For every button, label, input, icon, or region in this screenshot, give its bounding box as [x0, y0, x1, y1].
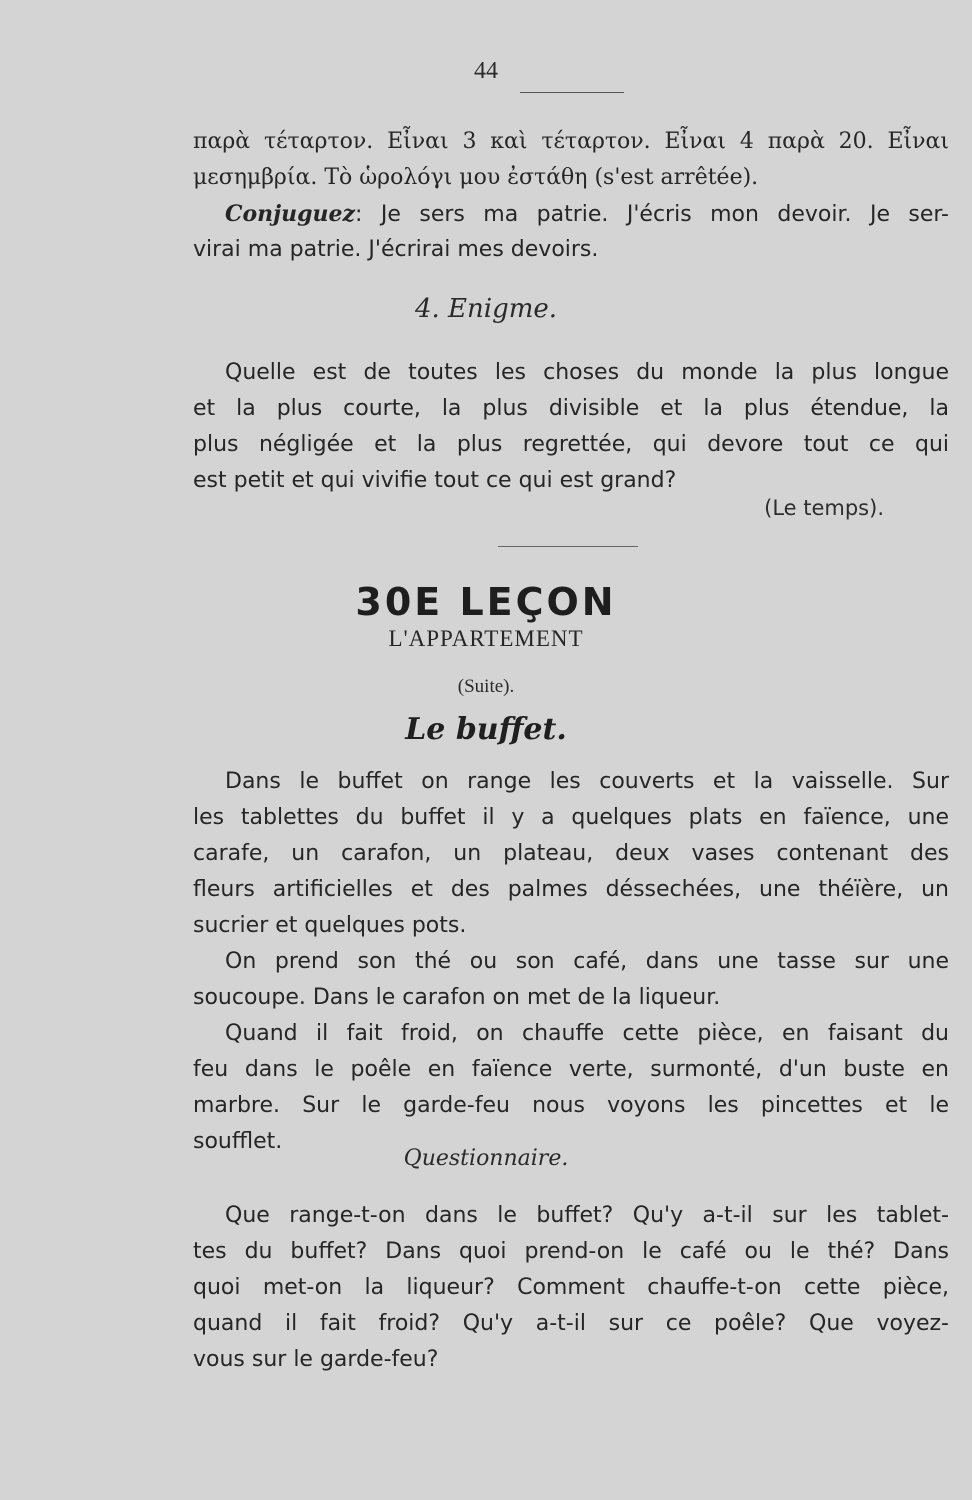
buffet-p3-line-2: feu dans le poêle en faïence verte, surmonté, d'un buste en [193, 1057, 949, 1082]
greek-line-1: παρὰ τέταρτον. Εἶναι 3 καὶ τέταρτον. Εἶναι 4 παρὰ 20. Εἶναι [193, 129, 949, 154]
buffet-p1-line-3: carafe, un carafon, un plateau, deux vases contenant des [193, 841, 949, 866]
buffet-p3-line-4: soufflet. [193, 1129, 283, 1154]
lesson-title: 30E LEÇON [355, 580, 617, 624]
conjuguez-label: Conjuguez [225, 201, 356, 227]
enigme-paragraph [193, 355, 949, 499]
questionnaire-line-2: tes du buffet? Dans quoi prend-on le café ou le thé? Dans [193, 1239, 949, 1264]
lesson-suite: (Suite). [457, 676, 515, 697]
enigme-answer: (Le temps). [764, 496, 884, 520]
page-number: 44 [474, 58, 498, 84]
enigme-line-4: est petit et qui vivifie tout ce qui est grand? [193, 468, 677, 493]
enigme-heading: 4. Enigme. [414, 294, 558, 324]
section-title: Le buffet. [405, 712, 567, 747]
questionnaire-paragraph [193, 1198, 949, 1378]
buffet-p1-line-5: sucrier et quelques pots. [193, 913, 467, 938]
buffet-p2-line-2: soucoupe. Dans le carafon on met de la liqueur. [193, 985, 721, 1010]
buffet-p2-line-1: On prend son thé ou son café, dans une tasse sur une [225, 949, 949, 974]
questionnaire-line-5: vous sur le garde-feu? [193, 1347, 439, 1372]
enigme-line-1: Quelle est de toutes les choses du monde la plus longue [225, 360, 949, 385]
top-paragraph [193, 124, 949, 268]
lesson-subtitle: L'APPARTEMENT [388, 626, 584, 651]
buffet-p1-line-4: fleurs artificielles et des palmes déssechées, une théïère, un [193, 877, 949, 902]
greek-line-2: μεσημβρία. Τὸ ὡρολόγι μου ἐστάθη (s'est arrêtée). [193, 165, 759, 190]
questionnaire-line-4: quand il fait froid? Qu'y a-t-il sur ce poêle? Que voyez- [193, 1311, 949, 1336]
conjuguez-line-1 [193, 196, 949, 232]
buffet-p1-line-2: les tablettes du buffet il y a quelques plats en faïence, une [193, 805, 949, 830]
page-number-rule [520, 92, 624, 93]
buffet-p3-line-3: marbre. Sur le garde-feu nous voyons les pincettes et le [193, 1093, 949, 1118]
enigme-line-2: et la plus courte, la plus divisible et la plus étendue, la [193, 396, 949, 421]
questionnaire-heading: Questionnaire. [403, 1146, 569, 1171]
questionnaire-line-3: quoi met-on la liqueur? Comment chauffe-t-on cette pièce, [193, 1275, 949, 1300]
questionnaire-line-1: Que range-t-on dans le buffet? Qu'y a-t-il sur les tablet- [225, 1203, 949, 1228]
conjuguez-text-1: : Je sers ma patrie. J'écris mon devoir. Je ser- [355, 202, 949, 227]
buffet-paragraph-1 [193, 764, 949, 1160]
section-divider [498, 546, 638, 547]
buffet-p1-line-1: Dans le buffet on range les couverts et la vaisselle. Sur [225, 769, 949, 794]
enigme-line-3: plus négligée et la plus regrettée, qui devore tout ce qui [193, 432, 949, 457]
conjuguez-line-2: virai ma patrie. J'écrirai mes devoirs. [193, 237, 599, 262]
buffet-p3-line-1: Quand il fait froid, on chauffe cette pièce, en faisant du [225, 1021, 949, 1046]
